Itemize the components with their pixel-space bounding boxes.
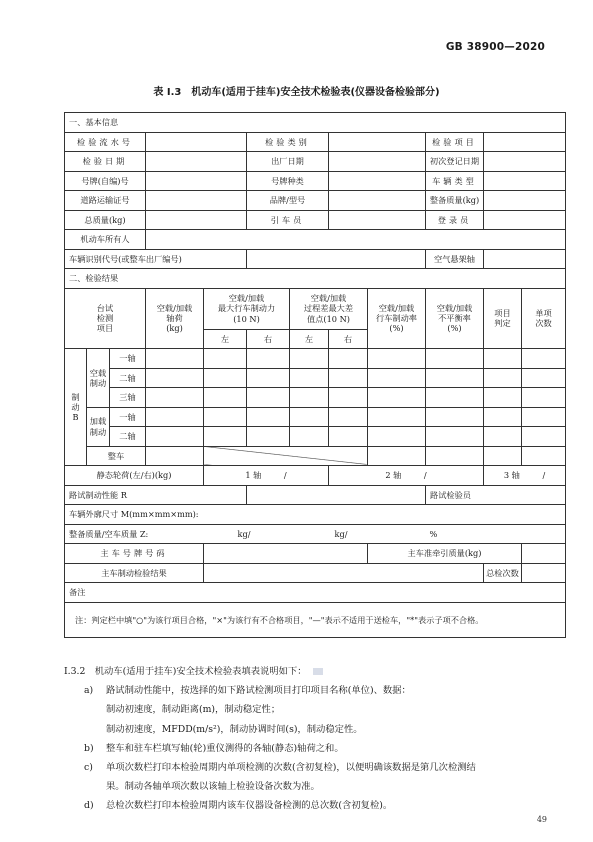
standard-number: GB 38900—2020	[445, 41, 545, 53]
whole-vehicle-label: 整车	[87, 446, 146, 466]
empty-brake-label: 空载 制动	[87, 349, 110, 408]
mass-kg-2: kg/	[334, 528, 348, 539]
label-inspection-item: 检验项目	[426, 132, 484, 152]
col-brake-rate: 空载/加载 行车制动率 (%)	[368, 288, 426, 349]
page-number: 49	[536, 815, 547, 824]
mass-percent: %	[429, 528, 438, 539]
axle-label: 二轴	[110, 368, 146, 388]
section-basic-info: 一、基本信息	[65, 113, 566, 133]
static-axle-2: 2 轴	[385, 470, 402, 481]
section-results: 二、检验结果	[65, 269, 566, 289]
label-first-registration-date: 初次登记日期	[426, 152, 484, 172]
item-a-marker: a)	[84, 685, 94, 697]
item-c-marker: c)	[84, 762, 93, 774]
static-axle-3: 3 轴	[503, 470, 520, 481]
remarks-label: 备注	[65, 583, 566, 603]
item-d: 总检次数栏打印本检验周期内该车仪器设备检测的总次数(含初复检)。	[106, 800, 393, 812]
watermark-icon	[313, 668, 323, 675]
col-count: 单项 次数	[522, 288, 566, 349]
tractor-brake-result-label: 主车制动检验结果	[65, 563, 204, 583]
static-axle-1: 1 轴	[245, 470, 262, 481]
instructions	[64, 662, 574, 816]
col-diff-left: 左	[290, 329, 329, 349]
axle-label: 一轴	[110, 407, 146, 427]
table-title: 表 I.3 机动车(适用于挂车)安全技术检验表(仪器设备检验部分)	[153, 87, 440, 98]
road-inspector-label: 路试检验员	[426, 485, 566, 505]
label-vehicle-owner: 机动车所有人	[65, 230, 146, 250]
item-b: 整车和驻车栏填写轴(轮)重仪测得的各轴(静态)轴荷之和。	[106, 742, 344, 754]
col-max-brake-force: 空载/加载 最大行车制动力 (10 N)	[204, 288, 290, 329]
diagonal-cell	[204, 446, 368, 466]
label-registrar: 登录员	[426, 210, 484, 230]
col-axle-load: 空载/加载 轴荷 (kg)	[146, 288, 204, 349]
col-diff-right: 右	[329, 329, 368, 349]
item-b-marker: b)	[84, 742, 94, 754]
col-imbalance-rate: 空载/加载 不平衡率 (%)	[426, 288, 484, 349]
item-a-option-2: 制动初速度，MFDD(m/s²)，制动协调时间(s)，制动稳定性。	[106, 723, 363, 735]
col-max-difference: 空载/加载 过程差最大差 值点(10 N)	[290, 288, 368, 329]
table-note: 注：判定栏中填"○"为该行项目合格，"×"为该行有不合格项目，"—"表示不适用于送检车，"*"表示子项不合格。	[65, 602, 566, 637]
label-manufacture-date: 出厂日期	[247, 152, 329, 172]
inspection-form: 一、基本信息 检验流水号 检验类别 检验项目 检验日期 出厂日期 初次登记日期 号牌(自编)号 号牌种类 车辆类型 道路运输证号 品牌/型号 整备质量(kg) 总质量(kg) 引车员 登录员 机动车所有人 车辆识别代号(或整车出厂编号) 空气悬架轴 二、检验结果 台试 检测 项目 空载/加载 轴荷 (kg) 空载/加载 最大行车制动力 (10 N) 空载/加载 过程差最大差 值点(10 N) 空载/加载 行车制动率 (%) 空载/加载 不平衡率 (%) 项目 判定 单项 次数 左 右 左 右 制 动 B 空载 制动 一轴 二轴 三轴 加载 制动 一轴 二轴 整车 静态轮荷(左/右)(kg) 1 轴 / 2 轴 / 3 轴 / 路试制动性能 R 路试检验员 车辆外廓尺寸 M(mm×mm×mm): 整备质量/空车质量 Z: kg/ kg/ % 主车号牌号码 主车准牵引质量(kg) 主车制动检验结果 总检次数 备注 注：判定栏中填"○"为该行项目合格，"×"为该行有不合格项目，"—"表示不适用于送检车，"*"表示子项不合格。	[64, 112, 566, 638]
axle-label: 二轴	[110, 427, 146, 447]
loaded-brake-label: 加载 制动	[87, 407, 110, 446]
item-a-option-1: 制动初速度，制动距离(m)，制动稳定性；	[106, 704, 281, 716]
tractor-mass-label: 主车准牵引质量(kg)	[368, 544, 522, 564]
col-force-right: 右	[247, 329, 290, 349]
col-judgement: 项目 判定	[484, 288, 522, 349]
item-a: 路试制动性能中，按选择的如下路试检测项目打印项目名称(单位)、数据：	[106, 685, 411, 697]
label-inspection-date: 检验日期	[65, 152, 146, 172]
col-force-left: 左	[204, 329, 247, 349]
vehicle-dimensions-label: 车辆外廓尺寸 M(mm×mm×mm):	[65, 505, 566, 525]
label-transport-cert: 道路运输证号	[65, 191, 146, 211]
item-c-line-2: 果。制动各轴单项次数以该轴上检验设备次数为准。	[106, 781, 320, 793]
label-plate-no: 号牌(自编)号	[65, 171, 146, 191]
label-vehicle-type: 车辆类型	[426, 171, 484, 191]
label-inspection-category: 检验类别	[247, 132, 329, 152]
road-brake-perf-label: 路试制动性能 R	[65, 485, 247, 505]
mass-ratio-label: 整备质量/空车质量 Z:	[69, 528, 149, 539]
label-curb-mass: 整备质量(kg)	[426, 191, 484, 211]
tractor-plate-label: 主车号牌号码	[65, 544, 204, 564]
label-vin: 车辆识别代号(或整车出厂编号)	[65, 249, 247, 269]
mass-kg-1: kg/	[237, 528, 251, 539]
instructions-heading: I.3.2 机动车(适用于挂车)安全技术检验表填表说明如下：	[64, 666, 307, 677]
static-wheel-load-label: 静态轮荷(左/右)(kg)	[65, 466, 204, 486]
label-serial-no: 检验流水号	[65, 132, 146, 152]
axle-label: 三轴	[110, 388, 146, 408]
axle-label: 一轴	[110, 349, 146, 369]
col-test-item: 台试 检测 项目	[65, 288, 146, 349]
brake-label: 制 动 B	[65, 349, 87, 466]
label-total-mass: 总质量(kg)	[65, 210, 146, 230]
label-brand-model: 品牌/型号	[247, 191, 329, 211]
label-driver: 引车员	[247, 210, 329, 230]
item-d-marker: d)	[84, 800, 94, 812]
label-air-suspension: 空气悬架轴	[426, 249, 484, 269]
item-c-line-1: 单项次数栏打印本检验周期内单项检测的次数(含初复检)，以便明确该数据是第几次检测结	[106, 762, 476, 774]
total-count-label: 总检次数	[484, 563, 522, 583]
label-plate-type: 号牌种类	[247, 171, 329, 191]
